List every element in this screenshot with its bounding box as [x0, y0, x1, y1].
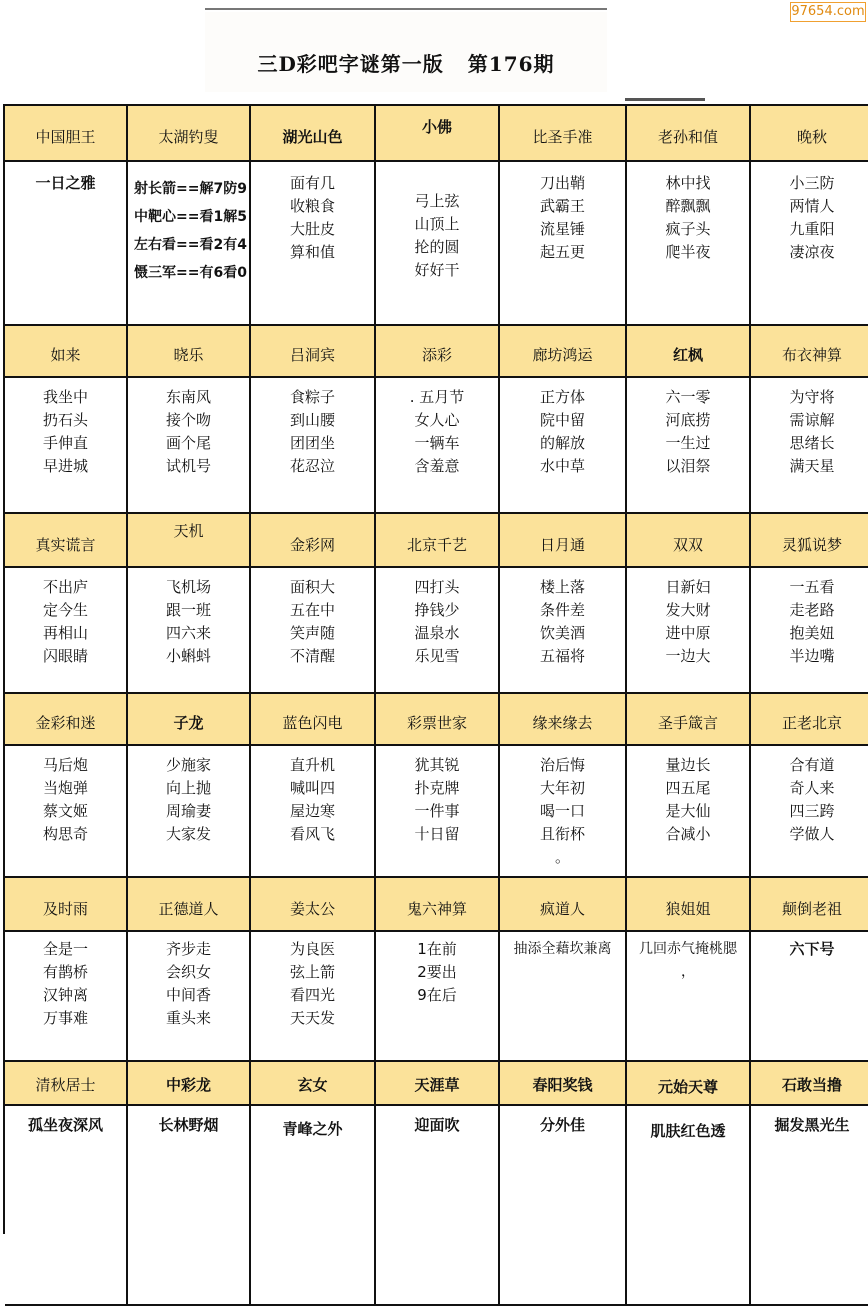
- riddle-line: 一生过: [665, 434, 711, 452]
- riddle-cell: [251, 746, 376, 878]
- author-name: 蓝色闪电: [282, 714, 343, 732]
- author-header: [500, 106, 627, 162]
- riddle-line: 以泪祭: [665, 457, 711, 475]
- riddle-line: 好好干: [414, 261, 460, 279]
- riddle-line: 齐步走: [165, 940, 211, 958]
- riddle-cell: [128, 568, 251, 694]
- author-header: [500, 878, 627, 932]
- riddle-cell: [376, 568, 500, 694]
- riddle-line: 满天星: [789, 457, 835, 475]
- riddle-line: 挣钱少: [414, 601, 460, 619]
- riddle-line: 我坐中: [42, 388, 88, 406]
- riddle-line: 抱美妞: [789, 624, 835, 642]
- riddle-line: 发大财: [665, 601, 711, 619]
- author-header: [500, 694, 627, 746]
- riddle-line: 直升机: [289, 756, 335, 774]
- riddle-line: 两情人: [789, 197, 835, 215]
- riddle-cell: [251, 378, 376, 514]
- author-name: 疯道人: [539, 900, 585, 918]
- riddle-line: 面积大: [289, 578, 335, 596]
- author-header: [376, 514, 500, 568]
- riddle-cell: [128, 746, 251, 878]
- author-name: 布衣神算: [781, 346, 842, 364]
- riddle-line: 全是一: [42, 940, 88, 958]
- riddle-line: 楼上落: [539, 578, 585, 596]
- riddle-line: 万事难: [42, 1009, 88, 1027]
- riddle-line: 六一零: [665, 388, 711, 406]
- riddle-line: 且衔杯: [539, 825, 585, 843]
- riddle-line: 青峰之外: [282, 1120, 343, 1138]
- riddle-cell: [5, 746, 128, 878]
- riddle-line: 小蝌蚪: [165, 647, 211, 665]
- author-name: 晓乐: [173, 346, 204, 364]
- author-name: 姜太公: [289, 900, 335, 918]
- riddle-line: 长林野烟: [158, 1116, 219, 1134]
- riddle-line: 饮美酒: [539, 624, 585, 642]
- riddle-line: 四打头: [414, 578, 460, 596]
- riddle-line: 五在中: [289, 601, 335, 619]
- riddle-line: 日新妇: [665, 578, 711, 596]
- riddle-cell: [500, 162, 627, 326]
- author-name: 金彩网: [289, 536, 335, 554]
- riddle-cell: [751, 568, 868, 694]
- riddle-line: 半边嘴: [789, 647, 835, 665]
- author-name: 子龙: [173, 714, 204, 732]
- riddle-cell: [376, 746, 500, 878]
- author-name: 中国胆王: [35, 128, 96, 146]
- riddle-line: 抡的圆: [414, 238, 460, 256]
- riddle-line: 画个尾: [165, 434, 211, 452]
- author-header: [500, 326, 627, 378]
- riddle-line: 一日之雅: [35, 174, 96, 192]
- riddle-line: 小三防: [789, 174, 835, 192]
- riddle-cell: [5, 162, 128, 326]
- author-header: [751, 694, 868, 746]
- riddle-line: 算和值: [289, 243, 335, 261]
- riddle-line: 到山腰: [289, 411, 335, 429]
- riddle-line: 一件事: [414, 802, 460, 820]
- riddle-line: 向上抛: [165, 779, 211, 797]
- author-header: [627, 326, 751, 378]
- riddle-line: 孤坐夜深风: [27, 1116, 103, 1134]
- riddle-line: 爬半夜: [665, 243, 711, 261]
- riddle-line: 扑克牌: [414, 779, 460, 797]
- riddle-line: . 五月节: [409, 388, 465, 406]
- author-name: 廊坊鸿运: [532, 346, 593, 364]
- author-name: 天涯草: [414, 1076, 460, 1094]
- author-name: 颠倒老祖: [781, 900, 842, 918]
- riddle-line: 当炮弹: [42, 779, 88, 797]
- author-name: 玄女: [297, 1076, 328, 1094]
- riddle-line: 一五看: [789, 578, 835, 596]
- riddle-line: 量边长: [665, 756, 711, 774]
- riddle-cell: [251, 162, 376, 326]
- riddle-cell: [627, 932, 751, 1062]
- riddle-line: 中靶心==看1解5: [134, 209, 247, 225]
- riddle-line: ，: [681, 964, 695, 980]
- riddle-line: 1在前: [417, 940, 457, 958]
- riddle-line: 凄凉夜: [789, 243, 835, 261]
- riddle-line: 跟一班: [165, 601, 211, 619]
- riddle-line: 院中留: [539, 411, 585, 429]
- author-header: [5, 514, 128, 568]
- riddle-line: 乐见雪: [414, 647, 460, 665]
- title-text: 三D彩吧字谜第一版: [257, 52, 444, 76]
- author-header: [627, 106, 751, 162]
- author-name: 彩票世家: [406, 714, 467, 732]
- author-header: [251, 514, 376, 568]
- riddle-line: 重头来: [165, 1009, 211, 1027]
- author-header: [376, 694, 500, 746]
- author-header: [5, 694, 128, 746]
- riddle-cell: [627, 746, 751, 878]
- author-name: 石敢当撸: [781, 1076, 842, 1094]
- author-name: 正德道人: [158, 900, 219, 918]
- author-name: 吕洞宾: [289, 346, 335, 364]
- riddle-cell: [376, 1106, 500, 1306]
- riddle-cell: [251, 568, 376, 694]
- riddle-line: 东南风: [165, 388, 211, 406]
- riddle-line: 不出庐: [42, 578, 88, 596]
- author-name: 添彩: [421, 346, 452, 364]
- riddle-line: 肌肤红色透: [650, 1122, 726, 1140]
- riddle-cell: [751, 746, 868, 878]
- riddle-line: 进中原: [665, 624, 711, 642]
- author-header: [128, 326, 251, 378]
- riddle-cell: [128, 162, 251, 326]
- author-header: [5, 326, 128, 378]
- riddle-line: 山顶上: [414, 215, 460, 233]
- riddle-line: 食粽子: [289, 388, 335, 406]
- riddle-line: 。: [554, 848, 570, 866]
- riddle-line: 闪眼睛: [42, 647, 88, 665]
- author-name: 金彩和迷: [35, 714, 96, 732]
- author-header: [5, 106, 128, 162]
- riddle-line: 四三跨: [789, 802, 835, 820]
- author-name: 小佛: [421, 118, 452, 136]
- author-header: [5, 1062, 128, 1106]
- top-rule: [205, 8, 607, 10]
- author-name: 清秋居士: [35, 1076, 96, 1094]
- riddle-line: 9在后: [417, 986, 457, 1004]
- author-header: [128, 106, 251, 162]
- riddle-line: 左右看==看2有4: [134, 237, 247, 253]
- riddle-cell: [751, 1106, 868, 1306]
- author-name: 日月通: [539, 536, 585, 554]
- riddle-line: 合减小: [665, 825, 711, 843]
- riddle-line: 收粮食: [289, 197, 335, 215]
- riddle-line: 分外佳: [539, 1116, 585, 1134]
- author-name: 太湖钓叟: [158, 128, 219, 146]
- riddle-line: 2要出: [417, 963, 457, 981]
- riddle-cell: [251, 1106, 376, 1306]
- riddle-line: 飞机场: [165, 578, 211, 596]
- author-header: [376, 878, 500, 932]
- riddle-line: 射长箭==解7防9: [134, 181, 247, 197]
- riddle-line: 蔡文姬: [42, 802, 88, 820]
- author-header: [251, 878, 376, 932]
- author-name: 天机: [173, 522, 204, 540]
- riddle-line: 奇人来: [789, 779, 835, 797]
- author-header: [376, 1062, 500, 1106]
- riddle-line: 花忍泣: [289, 457, 335, 475]
- author-header: [751, 106, 868, 162]
- riddle-line: 正方体: [539, 388, 585, 406]
- author-name: 及时雨: [42, 900, 88, 918]
- riddle-cell: [251, 932, 376, 1062]
- riddle-line: 流星锤: [539, 220, 585, 238]
- riddle-line: 合有道: [789, 756, 835, 774]
- riddle-line: 女人心: [414, 411, 460, 429]
- riddle-cell: [627, 1106, 751, 1306]
- riddle-line: 会织女: [165, 963, 211, 981]
- riddle-line: 弦上箭: [289, 963, 335, 981]
- riddle-line: 醉飘飘: [665, 197, 711, 215]
- author-name: 中彩龙: [165, 1076, 211, 1094]
- riddle-line: 几回赤气掩桃腮: [639, 941, 737, 957]
- author-name: 春阳奖钱: [532, 1076, 593, 1094]
- riddle-cell: [627, 378, 751, 514]
- watermark: 97654.com: [790, 2, 866, 22]
- riddle-cell: [128, 378, 251, 514]
- author-name: 正老北京: [781, 714, 842, 732]
- riddle-line: 河底捞: [665, 411, 711, 429]
- riddle-cell: [500, 932, 627, 1062]
- riddle-table: [3, 104, 868, 1234]
- author-name: 真实谎言: [35, 536, 96, 554]
- author-header: [500, 1062, 627, 1106]
- riddle-line: 大肚皮: [289, 220, 335, 238]
- riddle-line: 治后悔: [539, 756, 585, 774]
- riddle-line: 六下号: [789, 940, 835, 958]
- riddle-line: 刀出鞘: [539, 174, 585, 192]
- riddle-line: 四六来: [165, 624, 211, 642]
- riddle-line: 屋边寒: [289, 802, 335, 820]
- riddle-line: 有鹊桥: [42, 963, 88, 981]
- riddle-line: 疯子头: [665, 220, 711, 238]
- author-name: 缘来缘去: [532, 714, 593, 732]
- riddle-cell: [500, 568, 627, 694]
- riddle-line: 周瑜妻: [165, 802, 211, 820]
- riddle-line: 接个吻: [165, 411, 211, 429]
- riddle-line: 喊叫四: [289, 779, 335, 797]
- riddle-line: 团团坐: [289, 434, 335, 452]
- riddle-cell: [5, 932, 128, 1062]
- author-header: [251, 694, 376, 746]
- author-header: [376, 106, 500, 162]
- author-header: [251, 1062, 376, 1106]
- author-header: [128, 878, 251, 932]
- riddle-line: 林中找: [665, 174, 711, 192]
- page-title: [205, 48, 607, 77]
- author-name: 北京千艺: [406, 536, 467, 554]
- riddle-line: 起五更: [539, 243, 585, 261]
- riddle-line: 需谅解: [789, 411, 835, 429]
- author-header: [251, 326, 376, 378]
- author-header: [627, 1062, 751, 1106]
- riddle-cell: [5, 1106, 128, 1306]
- riddle-line: 汉钟离: [42, 986, 88, 1004]
- riddle-line: 思绪长: [789, 434, 835, 452]
- riddle-cell: [5, 568, 128, 694]
- author-header: [627, 878, 751, 932]
- riddle-line: 掘发黑光生: [774, 1116, 850, 1134]
- riddle-line: 再相山: [42, 624, 88, 642]
- riddle-cell: [500, 1106, 627, 1306]
- riddle-line: 迎面吹: [414, 1116, 460, 1134]
- author-header: [751, 878, 868, 932]
- riddle-line: 手伸直: [42, 434, 88, 452]
- author-header: [751, 1062, 868, 1106]
- author-name: 狼姐姐: [665, 900, 711, 918]
- riddle-cell: [128, 1106, 251, 1306]
- riddle-line: 少施家: [165, 756, 211, 774]
- riddle-line: 武霸王: [539, 197, 585, 215]
- riddle-cell: [627, 568, 751, 694]
- author-name: 湖光山色: [282, 128, 343, 146]
- riddle-line: 一边大: [665, 647, 711, 665]
- riddle-line: 天天发: [289, 1009, 335, 1027]
- riddle-cell: [376, 378, 500, 514]
- riddle-line: 喝一口: [539, 802, 585, 820]
- author-header: [500, 514, 627, 568]
- riddle-line: 水中草: [539, 457, 585, 475]
- riddle-cell: [128, 932, 251, 1062]
- riddle-line: 为良医: [289, 940, 335, 958]
- riddle-cell: [751, 932, 868, 1062]
- riddle-line: 的解放: [539, 434, 585, 452]
- riddle-line: 看风飞: [289, 825, 335, 843]
- author-header: [627, 694, 751, 746]
- author-header: [128, 1062, 251, 1106]
- riddle-line: 九重阳: [789, 220, 835, 238]
- riddle-cell: [500, 746, 627, 878]
- riddle-line: 一辆车: [414, 434, 460, 452]
- header-dash: [625, 98, 705, 101]
- riddle-line: 是大仙: [665, 802, 711, 820]
- riddle-line: 五福将: [539, 647, 585, 665]
- author-name: 老孙和值: [657, 128, 718, 146]
- riddle-line: 四五尾: [665, 779, 711, 797]
- riddle-line: 不清醒: [289, 647, 335, 665]
- riddle-line: 大年初: [539, 779, 585, 797]
- riddle-line: 看四光: [289, 986, 335, 1004]
- issue-number: 第176期: [467, 52, 555, 76]
- riddle-line: 含羞意: [414, 457, 460, 475]
- riddle-cell: [5, 378, 128, 514]
- author-header: [751, 326, 868, 378]
- riddle-line: 马后炮: [42, 756, 88, 774]
- riddle-cell: [500, 378, 627, 514]
- author-name: 鬼六神算: [406, 900, 467, 918]
- riddle-cell: [376, 162, 500, 326]
- riddle-line: 温泉水: [414, 624, 460, 642]
- riddle-line: 定今生: [42, 601, 88, 619]
- riddle-line: 面有几: [289, 174, 335, 192]
- riddle-line: 十日留: [414, 825, 460, 843]
- riddle-line: 大家发: [165, 825, 211, 843]
- riddle-cell: [751, 378, 868, 514]
- author-header: [376, 326, 500, 378]
- riddle-cell: [376, 932, 500, 1062]
- riddle-line: 试机号: [165, 457, 211, 475]
- author-header: [751, 514, 868, 568]
- author-name: 圣手箴言: [657, 714, 718, 732]
- riddle-cell: [751, 162, 868, 326]
- riddle-line: 弓上弦: [414, 192, 460, 210]
- author-name: 如来: [50, 346, 81, 364]
- author-name: 红枫: [672, 346, 703, 364]
- riddle-line: 早进城: [42, 457, 88, 475]
- author-header: [627, 514, 751, 568]
- riddle-line: 条件差: [539, 601, 585, 619]
- riddle-line: 为守将: [789, 388, 835, 406]
- riddle-line: 学做人: [789, 825, 835, 843]
- author-name: 双双: [672, 536, 703, 554]
- author-header: [251, 106, 376, 162]
- riddle-line: 抽添全藉坎兼离: [513, 941, 612, 957]
- riddle-line: 犹其锐: [414, 756, 460, 774]
- author-header: [128, 514, 251, 568]
- author-name: 灵狐说梦: [781, 536, 842, 554]
- riddle-line: 构思奇: [42, 825, 88, 843]
- author-name: 元始天尊: [657, 1078, 718, 1096]
- riddle-line: 中间香: [165, 986, 211, 1004]
- author-header: [128, 694, 251, 746]
- author-name: 比圣手准: [532, 128, 593, 146]
- riddle-line: 扔石头: [42, 411, 88, 429]
- riddle-line: 慑三军==有6看0: [134, 265, 247, 281]
- riddle-cell: [627, 162, 751, 326]
- riddle-line: 走老路: [789, 601, 835, 619]
- riddle-line: 笑声随: [289, 624, 335, 642]
- author-header: [5, 878, 128, 932]
- author-name: 晚秋: [796, 128, 827, 146]
